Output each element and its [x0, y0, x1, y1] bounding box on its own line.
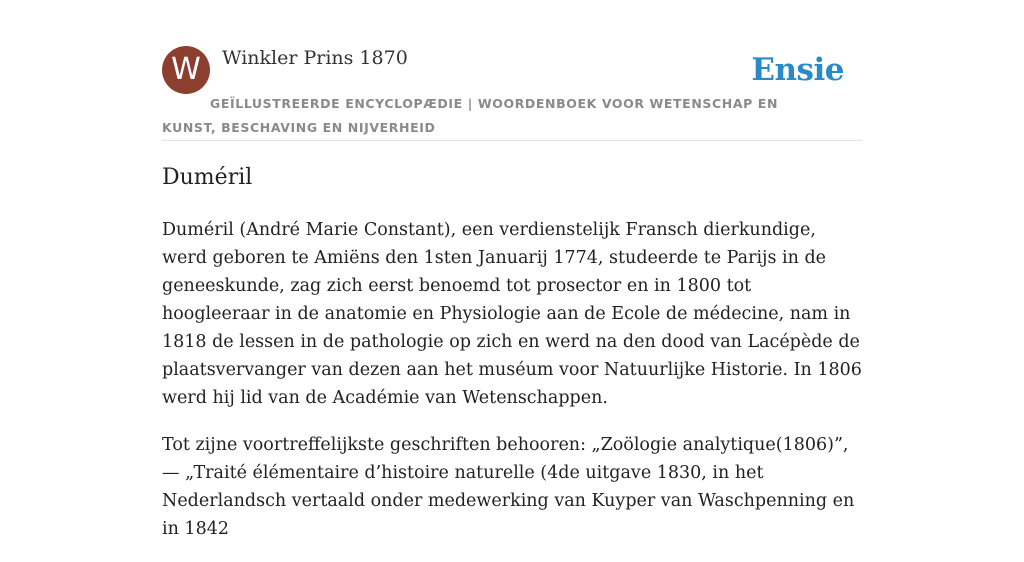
article-title: Duméril — [162, 165, 253, 190]
source-subtitle: GEÏLLUSTREERDE ENCYCLOPÆDIE | WOORDENBOEK VOOR WETENSCHAP EN KUNST, BESCHAVING EN NIJVERHEID — [162, 96, 779, 135]
source-title[interactable]: Winkler Prins 1870 — [222, 47, 408, 69]
ensie-logo[interactable]: Ensie — [751, 52, 844, 88]
source-avatar[interactable]: W — [162, 46, 210, 94]
article-paragraph: Tot zijne voortreffelijkste geschriften behooren: „Zoölogie analytique(1806)”, — „Traité élémentaire d’histoire naturelle (4de uitgave 1830, in het Nederlandsch vertaald onder medewerking van Kuyper van Waschpenning en in 1842 — [162, 435, 855, 539]
article-body — [162, 216, 862, 562]
source-header — [162, 46, 862, 141]
article-paragraph: Duméril (André Marie Constant), een verdienstelijk Fransch dierkundige, werd geboren te Amiëns den 1sten Januarij 1774, studeerde te Parijs in de geneeskunde, zag zich eerst benoemd tot prosector en in 1800 tot hoogleeraar in de anatomie en Physiologie aan de Ecole de médecine, nam in 1818 de lessen in de pathologie op zich en werd na den dood van Lacépède de plaatsvervanger van dezen aan het muséum voor Natuurlijke Historie. In 1806 werd hij lid van de Académie van Wetenschappen. — [162, 220, 862, 408]
